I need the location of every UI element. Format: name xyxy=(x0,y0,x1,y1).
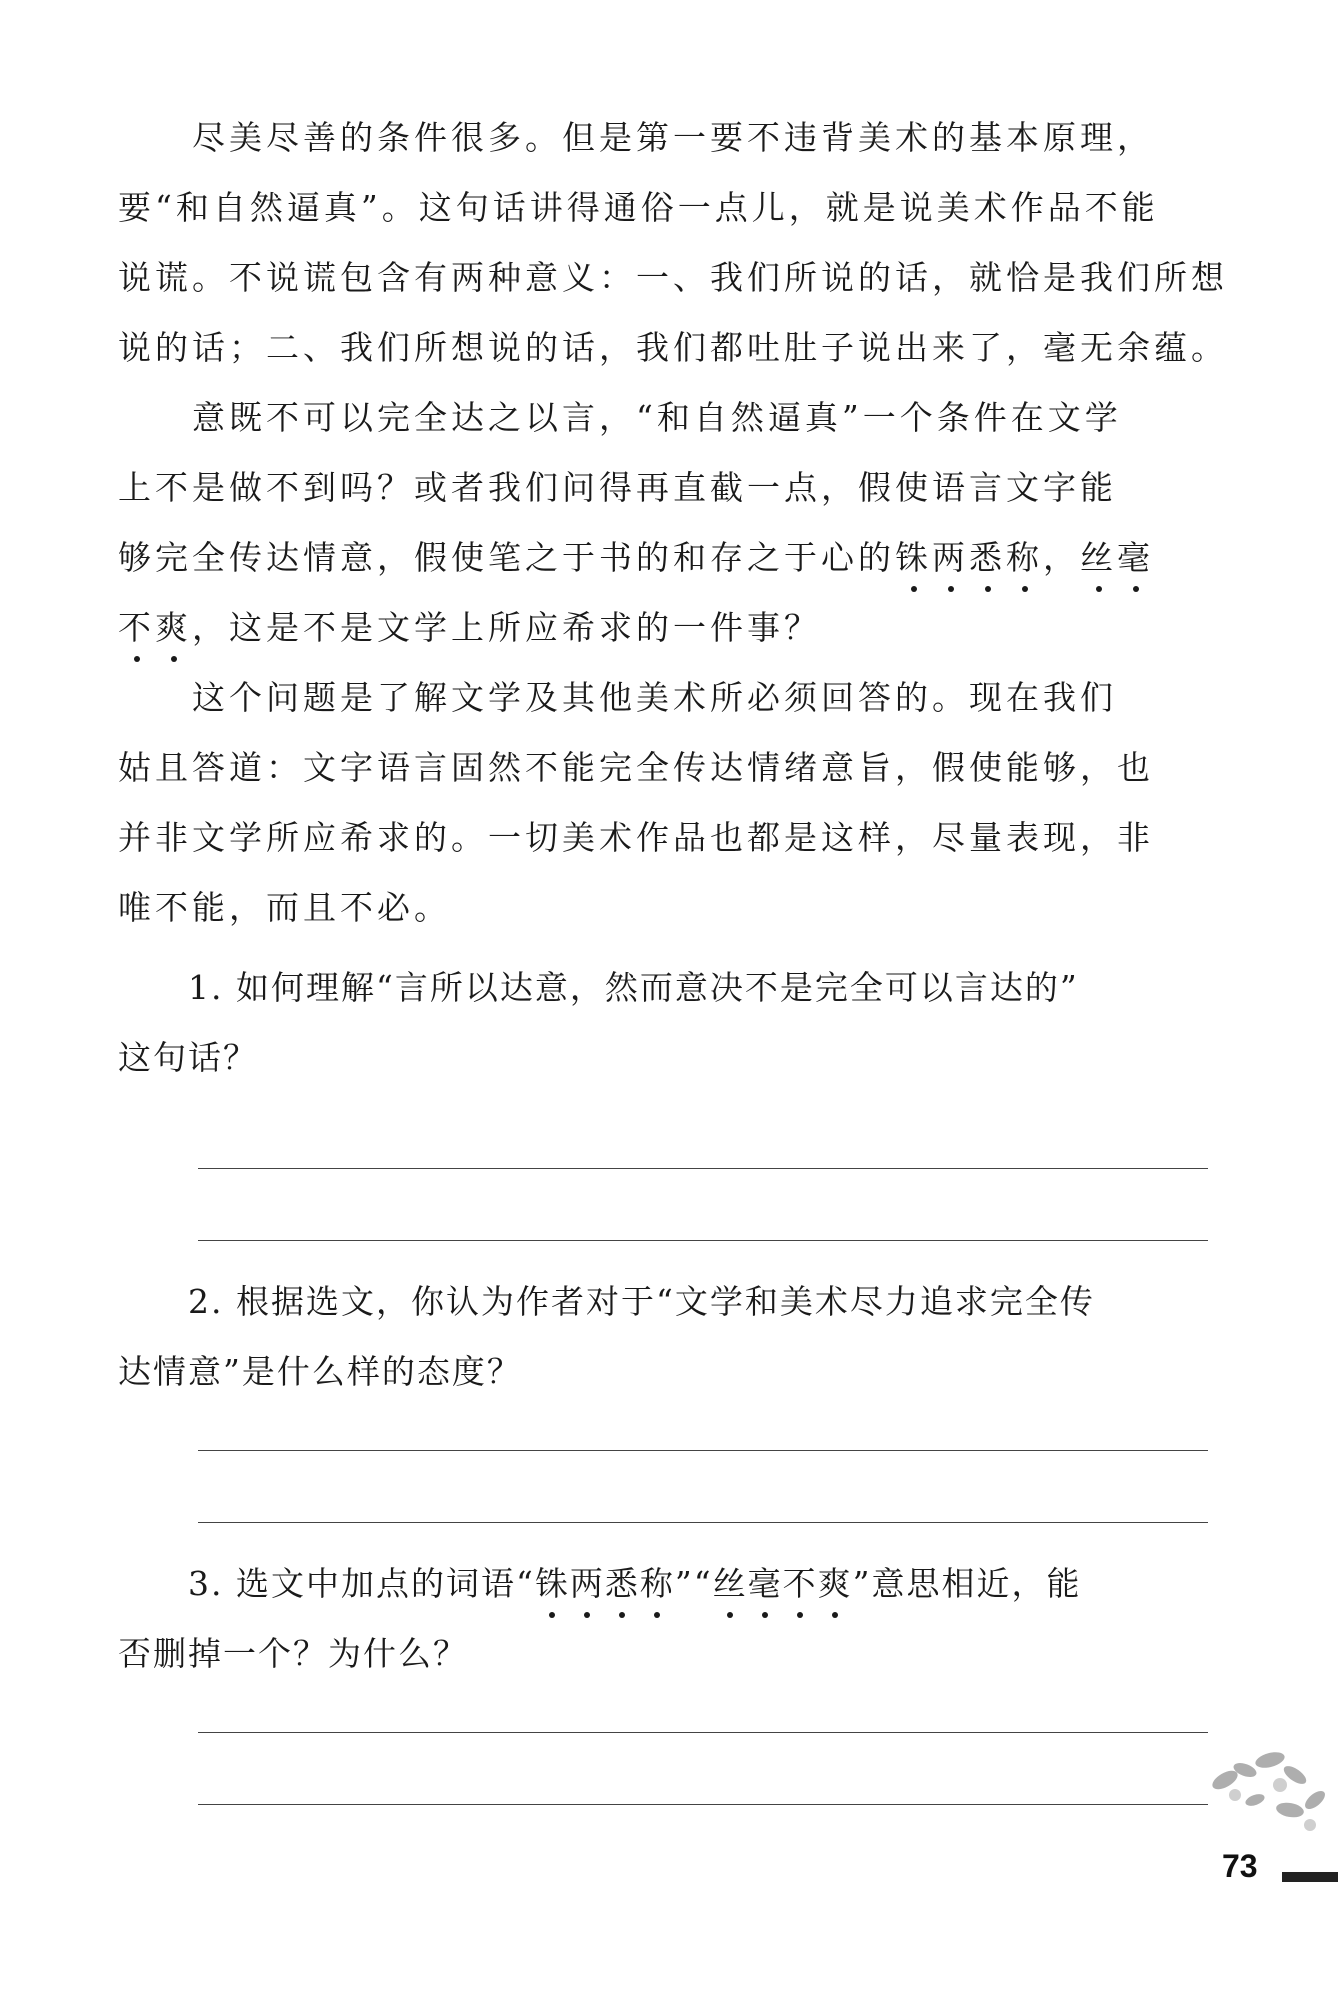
emphasis-char: 悉 xyxy=(604,1564,640,1603)
emphasis-phrase xyxy=(535,1564,675,1603)
answer-line[interactable] xyxy=(198,1450,1208,1451)
emphasis-phrase xyxy=(895,538,1043,577)
passage-line: 姑且答道：文字语言固然不能完全传达情绪意旨，假使能够，也 xyxy=(118,748,1154,787)
emphasis-char: 两 xyxy=(932,538,969,577)
emphasis-char: 铢 xyxy=(534,1564,570,1603)
question-3: 3. 选文中加点的词语“铢两悉称”“丝毫不爽”意思相近，能 xyxy=(118,1564,1082,1603)
question-1: 1. 如何理解“言所以达意，然而意决不是完全可以言达的” xyxy=(118,968,1079,1007)
emphasis-char: 毫 xyxy=(747,1564,783,1603)
flower-decoration-icon xyxy=(1195,1740,1335,1840)
emphasis-char: 悉 xyxy=(969,538,1006,577)
answer-line[interactable] xyxy=(198,1804,1208,1805)
emphasis-char: 丝 xyxy=(1080,538,1117,577)
emphasis-char: 爽 xyxy=(817,1564,853,1603)
question-3: 否删掉一个？为什么？ xyxy=(118,1634,468,1673)
emphasis-char: 铢 xyxy=(895,538,932,577)
emphasis-char: 两 xyxy=(569,1564,605,1603)
emphasis-char: 不 xyxy=(782,1564,818,1603)
emphasis-char: 不 xyxy=(118,608,155,647)
passage-line: 上不是做不到吗？或者我们问得再直截一点，假使语言文字能 xyxy=(118,468,1117,507)
emphasis-char: 称 xyxy=(639,1564,675,1603)
emphasis-char: 称 xyxy=(1006,538,1043,577)
question-2: 2. 根据选文，你认为作者对于“文学和美术尽力追求完全传 xyxy=(118,1282,1095,1321)
answer-line[interactable] xyxy=(198,1732,1208,1733)
question-2: 达情意”是什么样的态度？ xyxy=(118,1352,522,1391)
passage-line: 唯不能，而且不必。 xyxy=(118,888,451,927)
passage-line: 并非文学所应希求的。一切美术作品也都是这样，尽量表现，非 xyxy=(118,818,1154,857)
question-1: 这句话？ xyxy=(118,1038,258,1077)
emphasis-char: 爽 xyxy=(155,608,192,647)
emphasis-char: 毫 xyxy=(1117,538,1154,577)
page-number: 73 xyxy=(1222,1848,1258,1884)
passage-line: 意既不可以完全达之以言，“和自然逼真”一个条件在文学 xyxy=(118,398,1122,437)
passage-line: 要“和自然逼真”。这句话讲得通俗一点儿，就是说美术作品不能 xyxy=(118,188,1159,227)
passage-line: 说谎。不说谎包含有两种意义：一、我们所说的话，就恰是我们所想 xyxy=(118,258,1228,297)
emphasis-char: 丝 xyxy=(712,1564,748,1603)
passage-line: 说的话；二、我们所想说的话，我们都吐肚子说出来了，毫无余蕴。 xyxy=(118,328,1228,367)
passage-line: 够完全传达情意，假使笔之于书的和存之于心的铢两悉称，丝毫 xyxy=(118,538,1154,577)
emphasis-phrase xyxy=(1080,538,1154,577)
page-number-bar xyxy=(1282,1872,1338,1882)
passage-line: 不爽，这是不是文学上所应希求的一件事？ xyxy=(118,608,821,647)
passage-line: 尽美尽善的条件很多。但是第一要不违背美术的基本原理， xyxy=(118,118,1154,157)
passage-line: 这个问题是了解文学及其他美术所必须回答的。现在我们 xyxy=(118,678,1117,717)
answer-line[interactable] xyxy=(198,1240,1208,1241)
answer-line[interactable] xyxy=(198,1168,1208,1169)
answer-line[interactable] xyxy=(198,1522,1208,1523)
emphasis-phrase xyxy=(118,608,192,647)
emphasis-phrase xyxy=(713,1564,853,1603)
